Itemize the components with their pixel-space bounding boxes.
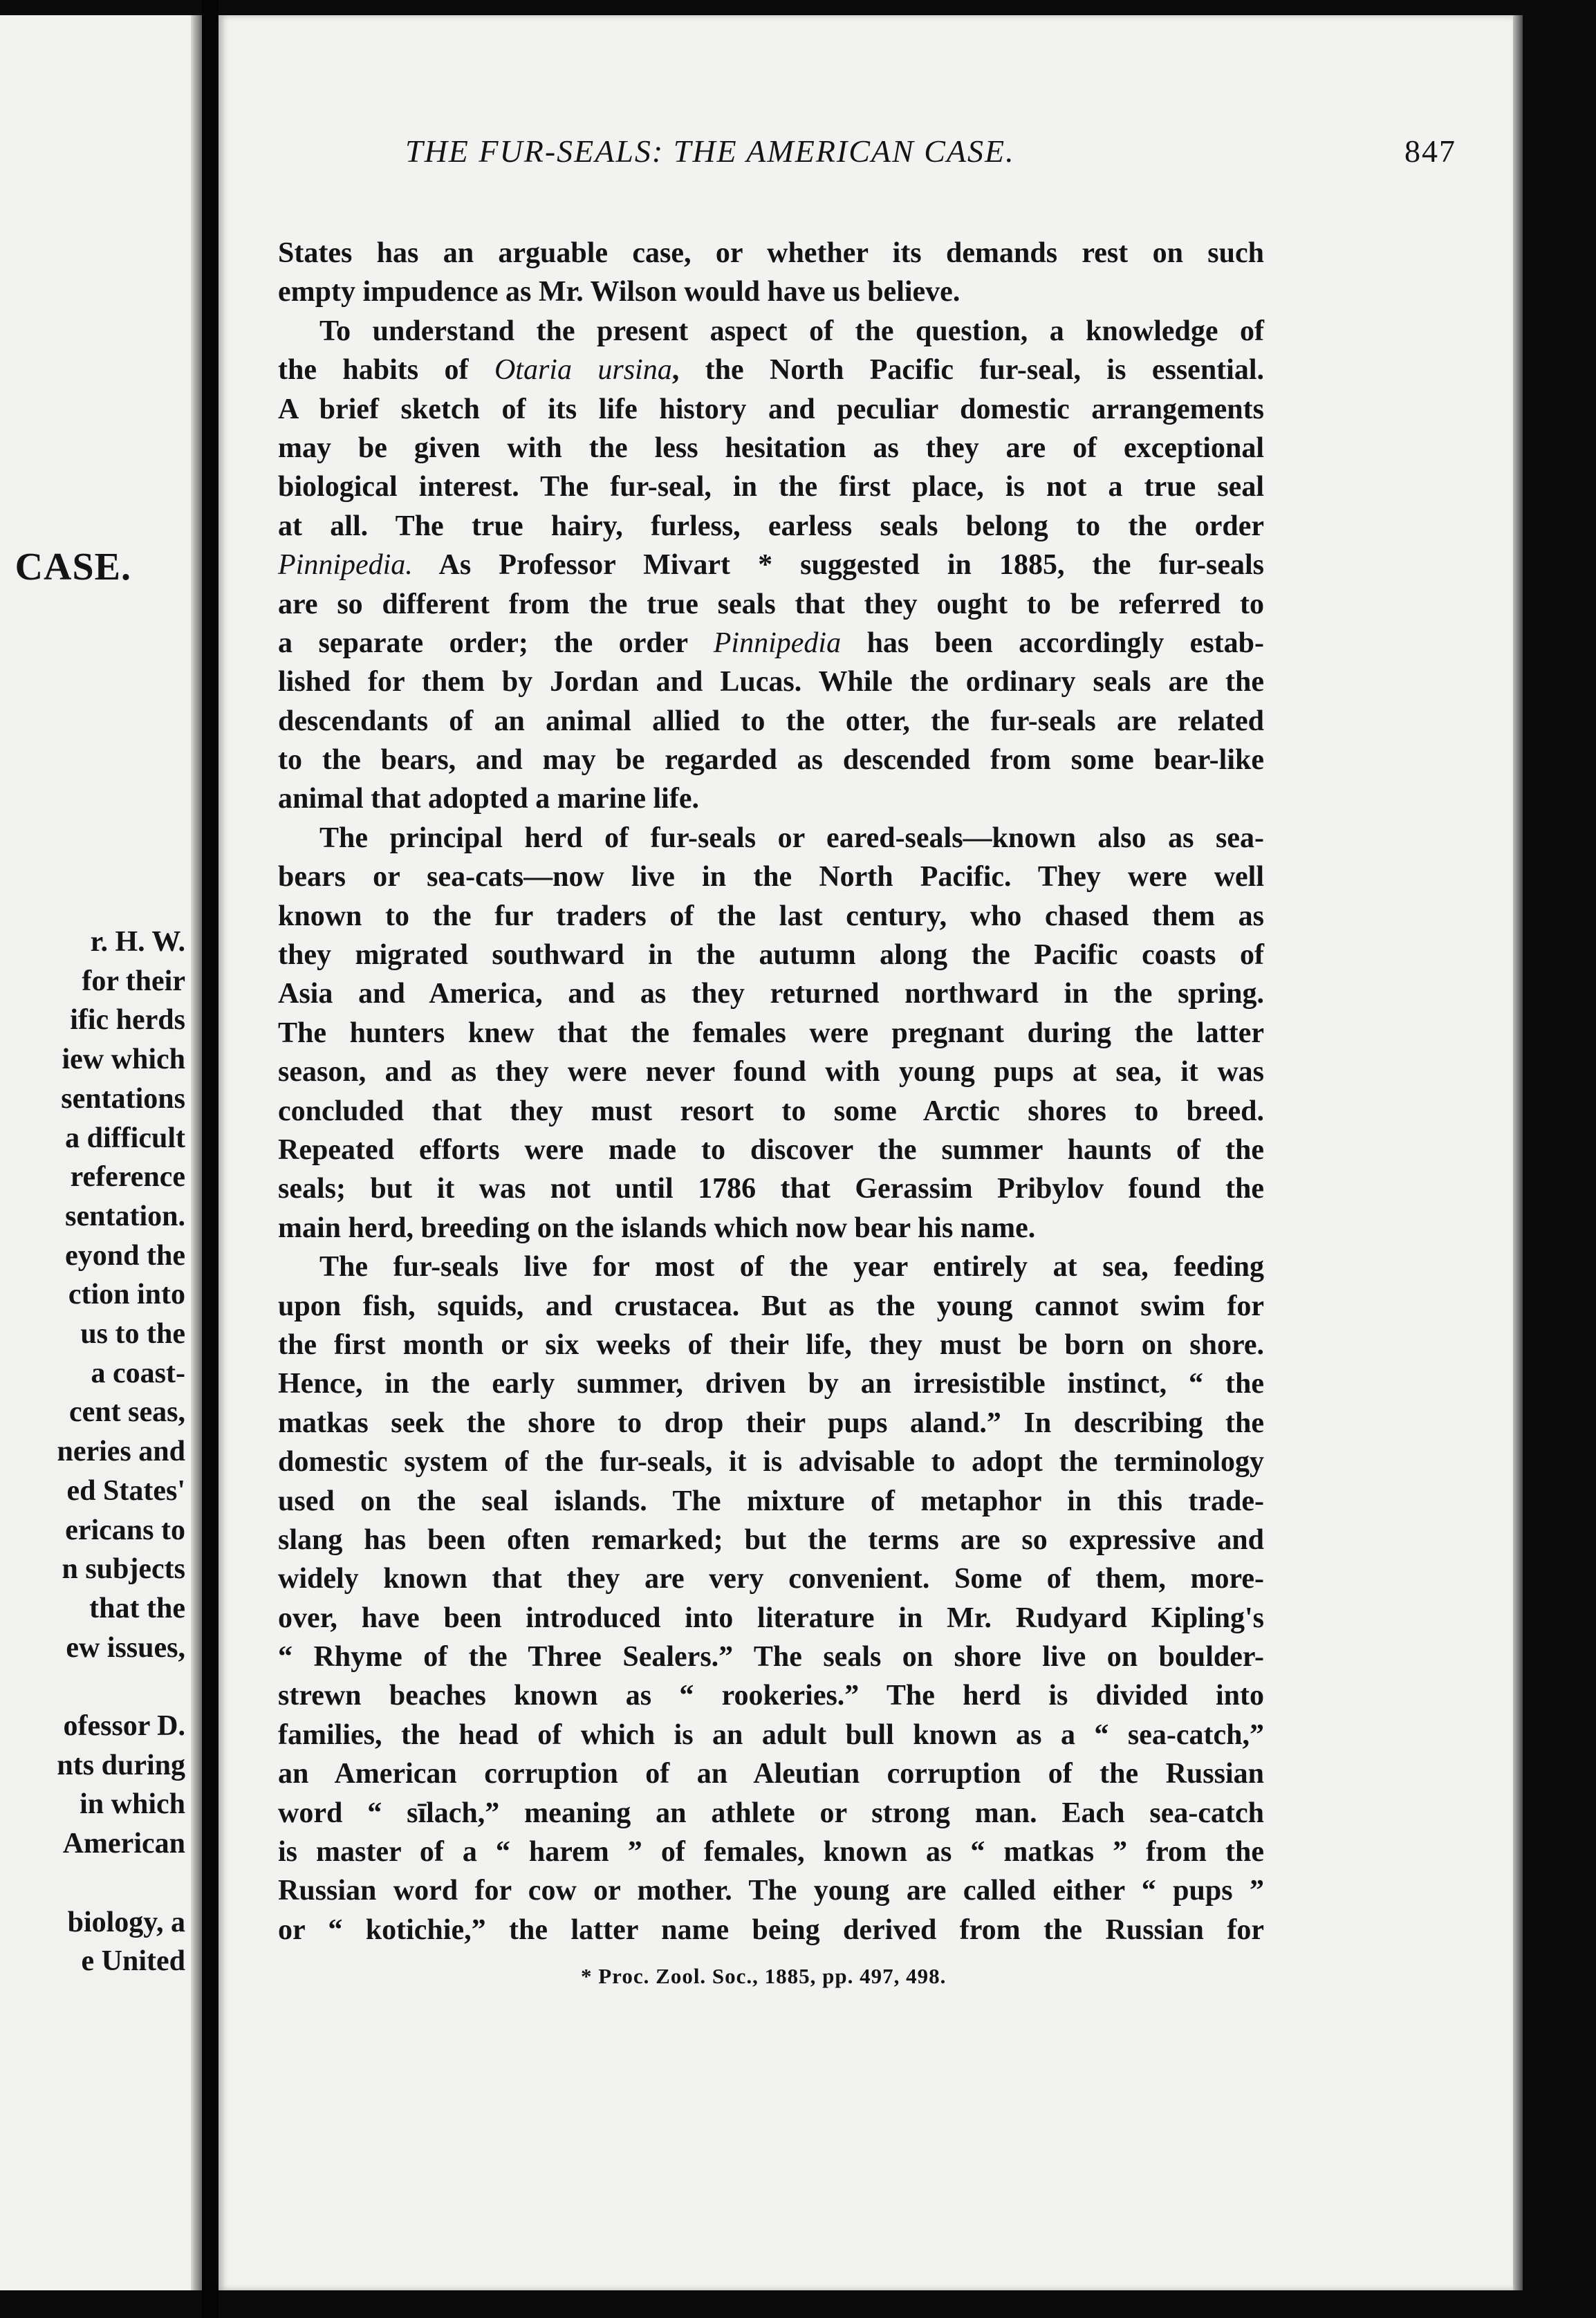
left-line: American <box>62 1828 185 1860</box>
body-line: known to the fur traders of the last century, who chased them as <box>278 900 1264 932</box>
body-line: seals; but it was not until 1786 that Gerassim Pribylov found the <box>278 1173 1264 1205</box>
left-line: n subjects <box>62 1553 185 1586</box>
left-line: a difficult <box>65 1122 185 1154</box>
left-line: ew issues, <box>66 1631 185 1664</box>
running-head-title: THE FUR-SEALS: THE AMERICAN CASE. <box>405 133 1015 169</box>
right-page-edge <box>1513 15 1523 2290</box>
left-line: ofessor D. <box>63 1710 185 1743</box>
left-line: sentation. <box>65 1200 185 1232</box>
body-line: to the bears, and may be regarded as descended from some bear-like <box>278 744 1264 777</box>
left-line: neries and <box>57 1436 185 1468</box>
main-page <box>219 15 1513 2290</box>
body-line: matkas seek the shore to drop their pups aland.” In describing the <box>278 1407 1264 1439</box>
body-line: over, have been introduced into literature in Mr. Rudyard Kipling's <box>278 1602 1264 1634</box>
left-line: in which <box>80 1788 185 1821</box>
book-spine <box>202 0 219 2318</box>
left-line: reference <box>70 1161 185 1194</box>
body-line: To understand the present aspect of the question, a knowledge of <box>319 315 1264 347</box>
body-line: may be given with the less hesitation as they are of exceptional <box>278 432 1264 464</box>
left-line-gap <box>0 1864 185 1903</box>
left-line: a coast- <box>91 1357 185 1389</box>
left-page-text <box>0 922 185 1981</box>
body-line: main herd, breeding on the islands which now bear his name. <box>278 1212 1036 1244</box>
body-line: animal that adopted a marine life. <box>278 783 699 815</box>
left-line: biology, a <box>67 1906 185 1938</box>
body-line: Asia and America, and as they returned northward in the spring. <box>278 978 1264 1010</box>
body-line: “ Rhyme of the Three Sealers.” The seals on shore live on boulder- <box>278 1641 1264 1673</box>
body-line: upon fish, squids, and crustacea. But as the young cannot swim for <box>278 1290 1264 1322</box>
left-line: cent seas, <box>69 1396 185 1429</box>
body-line: the habits of Otaria ursina, the North Pacific fur-seal, is essential. <box>278 354 1265 387</box>
body-line: The hunters knew that the females were pregnant during the latter <box>278 1017 1264 1049</box>
left-line-gap <box>0 1667 185 1707</box>
page-gutter-shadow <box>191 15 202 2290</box>
body-line: strewn beaches known as “ rookeries.” The herd is divided into <box>278 1680 1264 1712</box>
left-page-heading: CASE. <box>15 546 131 588</box>
left-line: ction into <box>68 1279 185 1311</box>
body-line: they migrated southward in the autumn along the Pacific coasts of <box>278 939 1264 972</box>
body-line: a separate order; the order Pinnipedia has been accordingly estab- <box>278 627 1264 659</box>
left-line: that the <box>89 1592 185 1624</box>
body-line: domestic system of the fur-seals, it is advisable to adopt the terminology <box>278 1446 1264 1478</box>
body-line: at all. The true hairy, furless, earless seals belong to the order <box>278 510 1264 542</box>
body-line: an American corruption of an Aleutian corruption of the Russian <box>278 1758 1264 1790</box>
left-line: nts during <box>57 1749 185 1781</box>
body-line: families, the head of which is an adult bull known as a “ sea-catch,” <box>278 1718 1264 1751</box>
left-line: us to the <box>80 1318 185 1351</box>
left-line: sentations <box>61 1082 185 1115</box>
left-page-fragment <box>0 15 202 2290</box>
body-line: biological interest. The fur-seal, in the first place, is not a true seal <box>278 471 1264 503</box>
body-text <box>278 234 1264 1949</box>
left-line: r. H. W. <box>90 926 185 958</box>
body-line: The principal herd of fur-seals or eared-seals—known also as sea- <box>319 822 1264 854</box>
body-line: the first month or six weeks of their life, they must be born on shore. <box>278 1328 1264 1361</box>
left-line: eyond the <box>65 1239 185 1272</box>
left-line: e United <box>81 1945 185 1978</box>
body-line: A brief sketch of its life history and peculiar domestic arrangements <box>278 393 1264 425</box>
body-line: Hence, in the early summer, driven by an irresistible instinct, “ the <box>278 1368 1264 1400</box>
left-line: ericans to <box>65 1514 185 1546</box>
body-line: Russian word for cow or mother. The young are called either “ pups ” <box>278 1875 1264 1907</box>
left-line: ed States' <box>66 1474 185 1507</box>
body-line: slang has been often remarked; but the terms are so expressive and <box>278 1523 1264 1556</box>
page-number: 847 <box>1404 133 1456 169</box>
body-line: concluded that they must resort to some Arctic shores to breed. <box>278 1095 1264 1127</box>
left-line: for their <box>82 965 185 997</box>
body-line: The fur-seals live for most of the year entirely at sea, feeding <box>319 1251 1264 1283</box>
left-line: ific herds <box>70 1004 185 1037</box>
body-line: Repeated efforts were made to discover the summer haunts of the <box>278 1133 1264 1166</box>
body-line: is master of a “ harem ” of females, known as “ matkas ” from the <box>278 1836 1264 1869</box>
body-line: word “ sīlach,” meaning an athlete or strong man. Each sea-catch <box>278 1797 1264 1829</box>
body-line: or “ kotichie,” the latter name being derived from the Russian for <box>278 1913 1264 1946</box>
footnote: * Proc. Zool. Soc., 1885, pp. 497, 498. <box>581 1964 947 1988</box>
body-line: widely known that they are very convenient. Some of them, more- <box>278 1563 1264 1595</box>
body-line: lished for them by Jordan and Lucas. While the ordinary seals are the <box>278 666 1264 698</box>
body-line: used on the seal islands. The mixture of metaphor in this trade- <box>278 1485 1264 1517</box>
running-head <box>405 133 1456 181</box>
body-line: bears or sea-cats—now live in the North Pacific. They were well <box>278 861 1264 893</box>
body-line: Pinnipedia. As Professor Mivart * suggested in 1885, the fur-seals <box>278 549 1264 582</box>
body-line: season, and as they were never found with young pups at sea, it was <box>278 1056 1264 1088</box>
body-line: empty impudence as Mr. Wilson would have us believe. <box>278 276 961 308</box>
body-line: descendants of an animal allied to the otter, the fur-seals are related <box>278 705 1264 737</box>
body-line: are so different from the true seals that they ought to be referred to <box>278 588 1264 620</box>
left-line: iew which <box>62 1044 185 1076</box>
body-line: States has an arguable case, or whether its demands rest on such <box>278 237 1264 269</box>
